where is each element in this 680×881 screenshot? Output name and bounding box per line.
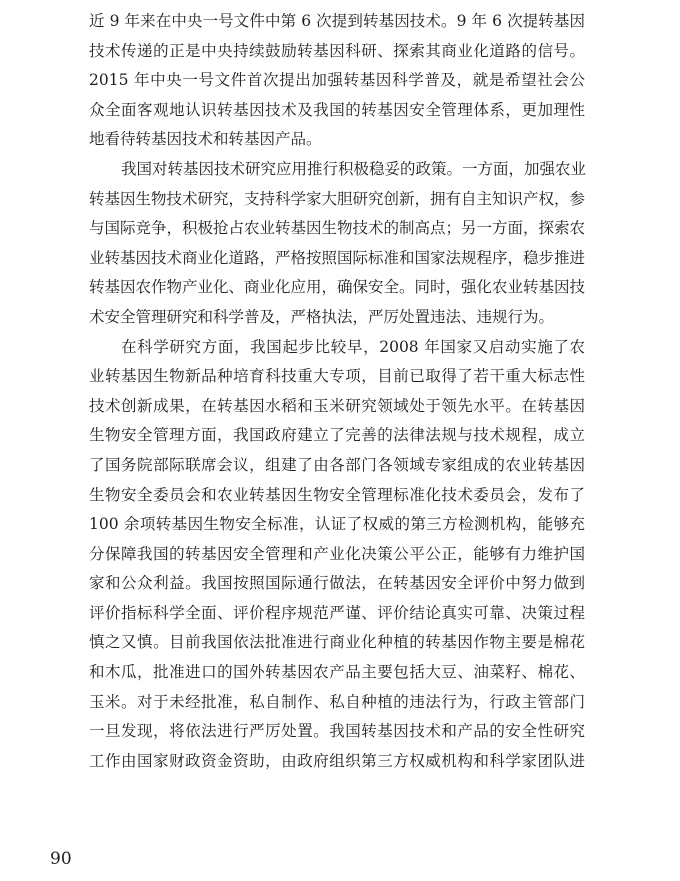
text-line: 2015 年中央一号文件首次提出加强转基因科学普及，就是希望社会公 (89, 71, 585, 90)
text-line: 业转基因生物新品种培育科技重大专项，目前已取得了若干重大标志性 (89, 367, 585, 386)
text-line: 业转基因技术商业化道路，严格按照国际标准和国家法规程序，稳步推进 (89, 248, 586, 267)
text-line: 技术传递的正是中央持续鼓励转基因科研、探索其商业化道路的信号。 (89, 41, 585, 60)
body-text (89, 7, 585, 776)
text-line: 评价指标科学全面、评价程序规范严谨、评价结论真实可靠、决策过程 (89, 603, 585, 622)
text-line: 地看待转基因技术和转基因产品。 (89, 130, 322, 149)
text-line: 玉米。对于未经批准，私自制作、私自种植的违法行为，行政主管部门 (89, 692, 585, 711)
text-line: 和木瓜，批准进口的国外转基因农产品主要包括大豆、油菜籽、棉花、 (89, 663, 585, 682)
text-line: 与国际竞争，积极抢占农业转基因生物技术的制高点；另一方面，探索农 (89, 219, 586, 238)
text-line: 在科学研究方面，我国起步比较早，2008 年国家又启动实施了农 (121, 337, 585, 356)
text-line: 技术创新成果，在转基因水稻和玉米研究领域处于领先水平。在转基因 (89, 396, 585, 415)
text-line: 家和公众利益。我国按照国际通行做法，在转基因安全评价中努力做到 (89, 574, 585, 593)
text-line: 分保障我国的转基因安全管理和产业化决策公平公正，能够有力维护国 (89, 544, 585, 563)
text-line: 转基因农作物产业化、商业化应用，确保安全。同时，强化农业转基因技 (89, 278, 586, 297)
text-line: 了国务院部际联席会议，组建了由各部门各领域专家组成的农业转基因 (89, 455, 585, 474)
text-line: 近 9 年来在中央一号文件中第 6 次提到转基因技术。9 年 6 次提转基因 (89, 12, 585, 30)
paragraph-1 (89, 7, 585, 155)
text-line: 工作由国家财政资金资助，由政府组织第三方权威机构和科学家团队进 (89, 751, 585, 770)
text-line: 一旦发现，将依法进行严厉处置。我国转基因技术和产品的安全性研究 (89, 722, 585, 741)
text-line: 100 余项转基因生物安全标准，认证了权威的第三方检测机构，能够充 (89, 515, 585, 534)
text-line: 生物安全管理方面，我国政府建立了完善的法律法规与技术规程，成立 (89, 426, 585, 445)
text-line: 术安全管理研究和科学普及，严格执法，严厉处置违法、违规行为。 (89, 307, 555, 326)
page-number: 90 (50, 849, 72, 869)
text-line: 转基因生物技术研究，支持科学家大胆研究创新，拥有自主知识产权，参 (89, 189, 586, 208)
text-line: 慎之又慎。目前我国依法批准进行商业化种植的转基因作物主要是棉花 (89, 633, 585, 652)
text-line: 我国对转基因技术研究应用推行积极稳妥的政策。一方面，加强农业 (121, 159, 587, 178)
paragraph-2 (89, 155, 585, 333)
text-line: 生物安全委员会和农业转基因生物安全管理标准化技术委员会，发布了 (89, 485, 585, 504)
paragraph-3 (89, 333, 585, 777)
text-line: 众全面客观地认识转基因技术及我国的转基因安全管理体系，更加理性 (89, 100, 585, 119)
